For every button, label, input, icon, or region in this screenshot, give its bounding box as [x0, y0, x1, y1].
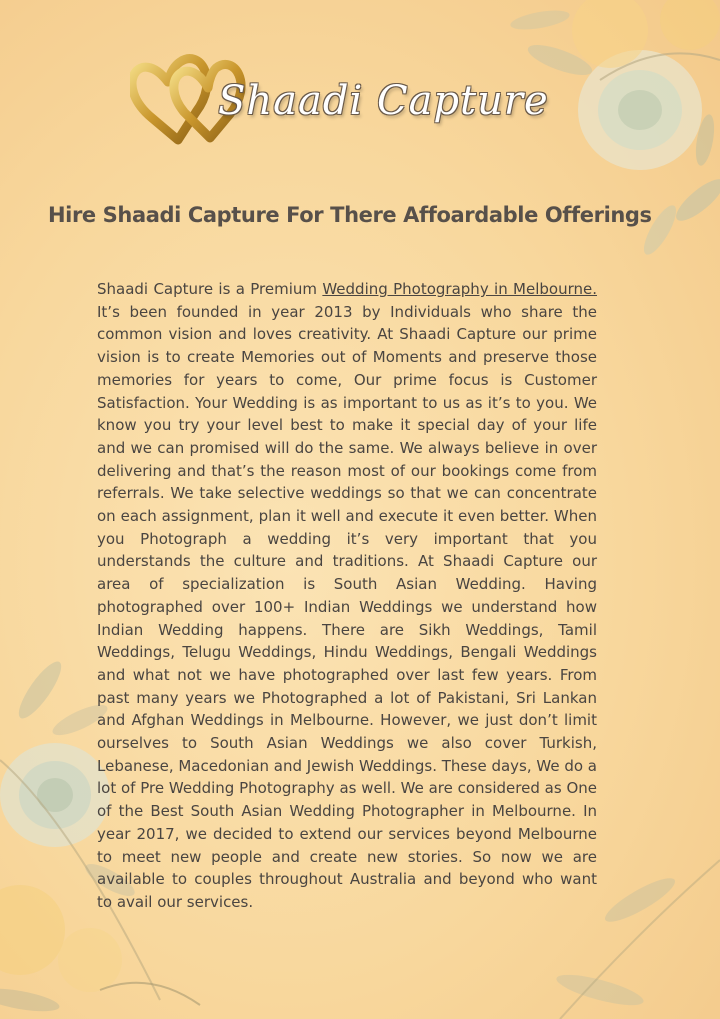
- page-title: Hire Shaadi Capture For There Affoardable Offerings: [48, 203, 652, 227]
- paragraph-rest: It’s been founded in year 2013 by Individuals who share the common vision and loves creativity. At Shaadi Capture our prime vision is to create Memories out of Moments and preserve those memories for years to come, Our prime focus is Customer Satisfaction. Your Wedding is as important to us as it’s to you. We know you try your level best to make it special day of your life and we can promised will do the same. We always believe in over delivering and that’s the reason most of our bookings come from referrals. We take selective weddings so that we can concentrate on each assignment, plan it well and execute it even better. When you Photograph a wedding it’s very important that you understands the culture and traditions. At Shaadi Capture our area of specialization is South Asian Wedding. Having photographed over 100+ Indian Weddings we understand how Indian Wedding happens. There are Sikh Weddings, Tamil Weddings, Telugu Weddings, Hindu Weddings, Bengali Weddings and what not we have photographed over last few years. From past many years we Photographed a lot of Pakistani, Sri Lankan and Afghan Weddings in Melbourne. However, we just don’t limit ourselves to South Asian Weddings we also cover Turkish, Lebanese, Macedonian and Jewish Weddings. These days, We do a lot of Pre Wedding Photography as well. We are considered as One of the Best South Asian Wedding Photographer in Melbourne. In year 2017, we decided to extend our services beyond Melbourne to meet new people and create new stories. So now we are available to couples throughout Australia and beyond who want to avail our services.: [97, 302, 597, 911]
- body-paragraph: [97, 278, 597, 914]
- wedding-photography-link[interactable]: Wedding Photography in Melbourne.: [322, 280, 597, 298]
- paragraph-intro: Shaadi Capture is a Premium: [97, 280, 323, 298]
- brand-logo-text: Shaadi Capture: [218, 78, 549, 124]
